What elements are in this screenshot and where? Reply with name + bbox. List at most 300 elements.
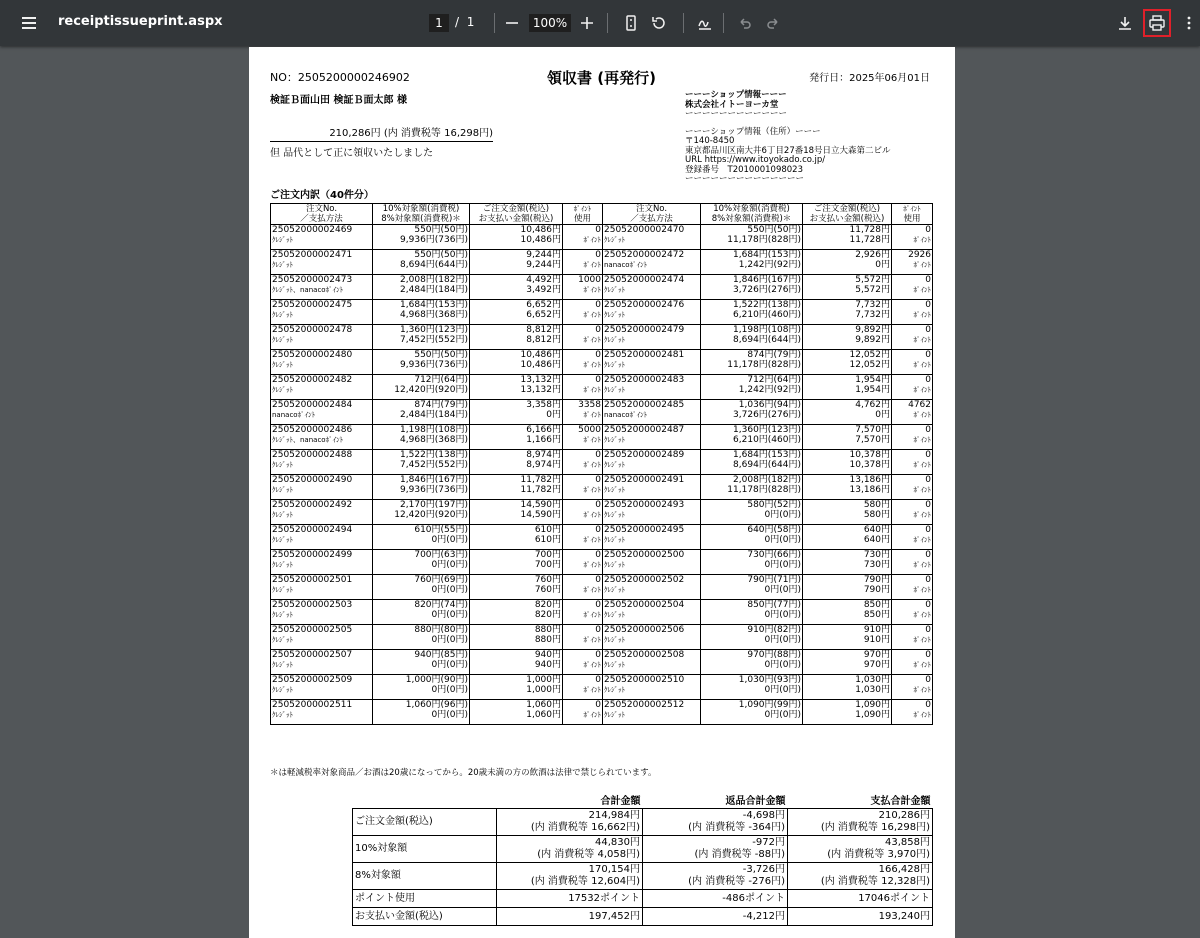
order-cell	[603, 475, 701, 500]
tax-8: 0円(0円)	[764, 510, 801, 520]
redo-icon[interactable]	[759, 9, 787, 37]
paid-amount: 1,090円	[855, 710, 890, 720]
customer-name: 検証Ｂ面山田 検証Ｂ面太郎 様	[270, 95, 407, 106]
payment-method: ｸﾚｼﾞｯﾄ	[604, 436, 625, 444]
paid-amount: 1,000円	[526, 685, 561, 695]
order-cell	[603, 650, 701, 675]
receipt-title: 領収書 (再発行)	[547, 69, 656, 87]
order-amount: 10,378円	[849, 450, 890, 460]
order-no: 25052000002484	[272, 400, 353, 410]
col-order-no: 注文No. ／支払方法	[603, 204, 701, 225]
order-no: 25052000002471	[272, 250, 353, 260]
order-cell	[271, 275, 373, 300]
tax-10: 1,198円(108円)	[733, 325, 801, 335]
order-amount: 4,762円	[855, 400, 890, 410]
summary-value	[643, 890, 788, 908]
order-cell	[563, 500, 603, 525]
payment-method: ｸﾚｼﾞｯﾄ	[272, 336, 293, 344]
paid-amount: 610円	[534, 535, 561, 545]
tax-8: 0円(0円)	[431, 585, 468, 595]
payment-method: ｸﾚｼﾞｯﾄ	[272, 686, 293, 694]
summary-amount: 43,858円	[885, 837, 930, 848]
paid-amount: 940円	[534, 660, 561, 670]
tax-8: 11,178円(828円)	[727, 235, 801, 245]
order-cell	[892, 275, 933, 300]
paid-amount: 7,570円	[855, 435, 890, 445]
tax-10: 850円(77円)	[747, 600, 801, 610]
order-cell	[701, 475, 803, 500]
toolbar-divider	[683, 13, 684, 33]
paid-amount: 6,652円	[526, 310, 561, 320]
points-used: 0	[595, 600, 601, 610]
payment-method: nanacoﾎﾟｲﾝﾄ	[604, 261, 648, 269]
order-cell	[470, 225, 563, 250]
payment-method: ｸﾚｼﾞｯﾄ	[272, 261, 293, 269]
order-no: 25052000002486	[272, 425, 353, 435]
points-unit: ﾎﾟｲﾝﾄ	[913, 511, 931, 519]
order-cell	[701, 325, 803, 350]
payment-method: ｸﾚｼﾞｯﾄ	[604, 536, 625, 544]
payment-method: ｸﾚｼﾞｯﾄ	[272, 711, 293, 719]
points-used: 0	[925, 450, 931, 460]
points-unit: ﾎﾟｲﾝﾄ	[583, 386, 601, 394]
shop-info-line: ーーーショップ情報ーーー	[685, 90, 787, 100]
tax-10: 730円(66円)	[747, 550, 801, 560]
order-cell	[470, 400, 563, 425]
points-unit: ﾎﾟｲﾝﾄ	[913, 336, 931, 344]
order-cell	[563, 400, 603, 425]
page-number-input[interactable]: 1	[429, 14, 449, 32]
receipt-amount: 210,286円 (内 消費税等 16,298円)	[270, 124, 493, 142]
order-cell	[892, 525, 933, 550]
payment-method: ｸﾚｼﾞｯﾄ	[604, 661, 625, 669]
order-no: 25052000002491	[604, 475, 685, 485]
order-no: 25052000002481	[604, 350, 685, 360]
order-amount: 4,492円	[526, 275, 561, 285]
points-unit: ﾎﾟｲﾝﾄ	[913, 286, 931, 294]
order-cell	[803, 375, 892, 400]
points-unit: ﾎﾟｲﾝﾄ	[583, 236, 601, 244]
summary-tax: (内 消費税等 -364円)	[688, 822, 785, 833]
summary-amount: -486ポイント	[722, 892, 785, 904]
order-cell	[563, 700, 603, 725]
order-amount: 730円	[863, 550, 890, 560]
paid-amount: 760円	[534, 585, 561, 595]
order-cell	[701, 650, 803, 675]
paid-amount: 9,892円	[855, 335, 890, 345]
paid-amount: 1,060円	[526, 710, 561, 720]
table-row	[271, 350, 933, 375]
order-cell	[373, 575, 470, 600]
order-amount: 6,166円	[526, 425, 561, 435]
order-amount: 760円	[534, 575, 561, 585]
payment-method: ｸﾚｼﾞｯﾄ	[272, 611, 293, 619]
order-cell	[271, 350, 373, 375]
summary-value	[643, 908, 788, 926]
shop-info-line: 〒140-8450	[685, 136, 735, 146]
points-unit: ﾎﾟｲﾝﾄ	[583, 311, 601, 319]
points-used: 0	[925, 475, 931, 485]
paid-amount: 1,954円	[855, 385, 890, 395]
issue-date: 発行日：2025年06月01日	[809, 73, 930, 84]
order-amount: 11,782円	[520, 475, 561, 485]
download-icon[interactable]	[1111, 9, 1139, 37]
tax-8: 7,452円(552円)	[400, 460, 468, 470]
payment-method: ｸﾚｼﾞｯﾄ	[604, 461, 625, 469]
order-cell	[803, 575, 892, 600]
payment-method: ｸﾚｼﾞｯﾄ	[604, 511, 625, 519]
zoom-input[interactable]: 100%	[529, 14, 571, 32]
tax-8: 0円(0円)	[431, 610, 468, 620]
tax-10: 580円(52円)	[747, 500, 801, 510]
table-row	[271, 475, 933, 500]
shop-info-line: ーーーーーーーーーーーー	[685, 109, 788, 119]
order-cell	[803, 300, 892, 325]
col-order-no: 注文No. ／支払方法	[271, 204, 373, 225]
order-no: 25052000002479	[604, 325, 685, 335]
plus-icon	[578, 14, 596, 32]
order-cell	[803, 500, 892, 525]
document-title: receiptissueprint.aspx	[58, 14, 223, 29]
order-no: 25052000002502	[604, 575, 685, 585]
tax-8: 8,694円(644円)	[733, 460, 801, 470]
order-cell	[892, 600, 933, 625]
zoom-in-button[interactable]	[573, 9, 601, 37]
summary-value	[497, 809, 643, 836]
points-used: 0	[595, 500, 601, 510]
summary-tax: (内 消費税等 12,604円)	[530, 876, 640, 887]
order-cell	[892, 350, 933, 375]
points-used: 0	[925, 325, 931, 335]
order-cell	[563, 325, 603, 350]
order-cell	[271, 675, 373, 700]
order-cell	[373, 500, 470, 525]
points-used: 0	[925, 550, 931, 560]
col-points: ﾎﾟｲﾝﾄ 使用	[563, 204, 603, 225]
order-cell	[701, 275, 803, 300]
points-used: 0	[925, 375, 931, 385]
order-cell	[603, 675, 701, 700]
tax-8: 0円(0円)	[764, 660, 801, 670]
order-amount: 3,358円	[526, 400, 561, 410]
points-unit: ﾎﾟｲﾝﾄ	[913, 711, 931, 719]
paid-amount: 700円	[534, 560, 561, 570]
paid-amount: 9,244円	[526, 260, 561, 270]
col-amount: ご注文金額(税込) お支払い金額(税込)	[803, 204, 892, 225]
receipt-number: NO：2505200000246902	[270, 71, 410, 84]
tax-10: 1,684円(153円)	[400, 300, 468, 310]
paid-amount: 11,782円	[520, 485, 561, 495]
order-cell	[563, 250, 603, 275]
order-cell	[470, 675, 563, 700]
summary-label: ご注文金額(税込)	[353, 809, 497, 836]
fit-page-icon[interactable]	[617, 9, 645, 37]
shop-info-line: ーーーーーーーーーーーーーー	[685, 174, 805, 184]
order-no: 25052000002503	[272, 600, 353, 610]
order-cell	[470, 425, 563, 450]
paid-amount: 13,132円	[520, 385, 561, 395]
order-amount: 8,812円	[526, 325, 561, 335]
order-cell	[803, 350, 892, 375]
order-cell	[701, 550, 803, 575]
tax-8: 12,420円(920円)	[394, 510, 468, 520]
undo-icon[interactable]	[731, 9, 759, 37]
order-cell	[892, 325, 933, 350]
table-row	[271, 550, 933, 575]
order-amount: 5,572円	[855, 275, 890, 285]
shop-info-line: 登録番号 T2010001098023	[685, 164, 803, 175]
order-amount: 1,000円	[526, 675, 561, 685]
tax-8: 9,936円(736円)	[400, 485, 468, 495]
points-used: 0	[595, 675, 601, 685]
toolbar-divider	[723, 13, 724, 33]
order-cell	[892, 500, 933, 525]
order-no: 25052000002480	[272, 350, 353, 360]
order-cell	[563, 525, 603, 550]
order-amount: 7,732円	[855, 300, 890, 310]
paid-amount: 5,572円	[855, 285, 890, 295]
order-cell	[701, 625, 803, 650]
order-amount: 9,892円	[855, 325, 890, 335]
payment-method: ｸﾚｼﾞｯﾄ	[604, 236, 625, 244]
order-cell	[470, 500, 563, 525]
tax-10: 610円(55円)	[414, 525, 468, 535]
tax-8: 4,968円(368円)	[400, 435, 468, 445]
tax-10: 2,008円(182円)	[400, 275, 468, 285]
points-used: 0	[595, 575, 601, 585]
order-amount: 11,728円	[849, 225, 890, 235]
summary-value	[788, 809, 933, 836]
summary-amount: 170,154円	[588, 864, 640, 875]
summary-amount: 193,240円	[878, 910, 930, 922]
points-used: 0	[925, 675, 931, 685]
order-cell	[271, 575, 373, 600]
table-row	[271, 275, 933, 300]
table-row	[271, 300, 933, 325]
tax-10: 1,522円(138円)	[400, 450, 468, 460]
order-cell	[892, 425, 933, 450]
points-unit: ﾎﾟｲﾝﾄ	[583, 286, 601, 294]
order-cell	[803, 325, 892, 350]
order-cell	[470, 650, 563, 675]
summary-value	[788, 863, 933, 890]
order-cell	[892, 225, 933, 250]
order-amount: 13,132円	[520, 375, 561, 385]
paid-amount: 0円	[875, 260, 890, 270]
summary-value	[788, 836, 933, 863]
order-no: 25052000002501	[272, 575, 353, 585]
order-amount: 700円	[534, 550, 561, 560]
points-unit: ﾎﾟｲﾝﾄ	[583, 261, 601, 269]
points-unit: ﾎﾟｲﾝﾄ	[583, 586, 601, 594]
paid-amount: 14,590円	[520, 510, 561, 520]
order-cell	[563, 475, 603, 500]
order-cell	[470, 525, 563, 550]
orders-heading: ご注文内訳（40件分）	[270, 190, 374, 201]
order-amount: 790円	[863, 575, 890, 585]
order-cell	[373, 425, 470, 450]
points-unit: ﾎﾟｲﾝﾄ	[913, 686, 931, 694]
summary-tax: (内 消費税等 12,328円)	[820, 876, 930, 887]
order-cell	[563, 675, 603, 700]
order-cell	[470, 325, 563, 350]
order-no: 25052000002478	[272, 325, 353, 335]
tax-8: 4,968円(368円)	[400, 310, 468, 320]
order-no: 25052000002490	[272, 475, 353, 485]
menu-icon[interactable]	[15, 9, 43, 37]
order-cell	[603, 625, 701, 650]
summary-label: 10%対象額	[353, 836, 497, 863]
tax-10: 874円(79円)	[747, 350, 801, 360]
summary-amount: -3,726円	[742, 864, 785, 875]
points-used: 2926	[908, 250, 931, 260]
points-unit: ﾎﾟｲﾝﾄ	[913, 461, 931, 469]
order-cell	[803, 450, 892, 475]
tax-8: 6,210円(460円)	[733, 435, 801, 445]
summary-value	[497, 836, 643, 863]
col-tax: 10%対象額(消費税) 8%対象額(消費税)＊	[701, 204, 803, 225]
points-used: 0	[595, 225, 601, 235]
order-no: 25052000002493	[604, 500, 685, 510]
order-cell	[603, 700, 701, 725]
order-amount: 940円	[534, 650, 561, 660]
paid-amount: 880円	[534, 635, 561, 645]
order-cell	[271, 650, 373, 675]
paid-amount: 12,052円	[849, 360, 890, 370]
tax-10: 640円(58円)	[747, 525, 801, 535]
summary-amount: 214,984円	[588, 810, 640, 821]
order-amount: 1,090円	[855, 700, 890, 710]
order-cell	[803, 275, 892, 300]
order-cell	[603, 600, 701, 625]
order-cell	[373, 675, 470, 700]
payment-method: ｸﾚｼﾞｯﾄ	[604, 636, 625, 644]
points-used: 0	[595, 250, 601, 260]
paid-amount: 7,732円	[855, 310, 890, 320]
shop-info-line: URL https://www.itoyokado.co.jp/	[685, 155, 826, 165]
order-cell	[892, 250, 933, 275]
order-cell	[803, 225, 892, 250]
tax-8: 0円(0円)	[764, 610, 801, 620]
points-used: 0	[595, 550, 601, 560]
order-no: 25052000002508	[604, 650, 685, 660]
order-cell	[701, 600, 803, 625]
order-amount: 850円	[863, 600, 890, 610]
pdf-toolbar	[0, 0, 1200, 46]
points-used: 0	[595, 300, 601, 310]
order-cell	[373, 250, 470, 275]
points-unit: ﾎﾟｲﾝﾄ	[583, 661, 601, 669]
order-cell	[701, 425, 803, 450]
tax-10: 820円(74円)	[414, 600, 468, 610]
tax-8: 0円(0円)	[764, 635, 801, 645]
order-cell	[803, 475, 892, 500]
print-button-highlight	[1143, 9, 1171, 37]
tax-8: 2,484円(184円)	[400, 285, 468, 295]
order-amount: 12,052円	[849, 350, 890, 360]
order-cell	[373, 525, 470, 550]
tax-8: 0円(0円)	[764, 685, 801, 695]
order-cell	[892, 550, 933, 575]
points-unit: ﾎﾟｲﾝﾄ	[913, 561, 931, 569]
order-cell	[271, 550, 373, 575]
points-unit: ﾎﾟｲﾝﾄ	[583, 636, 601, 644]
tax-10: 910円(82円)	[747, 625, 801, 635]
points-used: 0	[595, 350, 601, 360]
rotate-icon[interactable]	[645, 9, 673, 37]
order-cell	[271, 300, 373, 325]
order-no: 25052000002475	[272, 300, 353, 310]
order-no: 25052000002495	[604, 525, 685, 535]
tax-8: 0円(0円)	[431, 635, 468, 645]
summary-value	[643, 836, 788, 863]
points-unit: ﾎﾟｲﾝﾄ	[913, 636, 931, 644]
payment-method: ｸﾚｼﾞｯﾄ	[604, 711, 625, 719]
tax-8: 0円(0円)	[431, 560, 468, 570]
order-cell	[373, 450, 470, 475]
tax-10: 1,360円(123円)	[733, 425, 801, 435]
order-cell	[603, 250, 701, 275]
tax-10: 1,846円(167円)	[400, 475, 468, 485]
order-cell	[701, 250, 803, 275]
more-icon[interactable]	[1175, 9, 1200, 37]
summary-label: ポイント使用	[353, 890, 497, 908]
paid-amount: 640円	[863, 535, 890, 545]
payment-method: ｸﾚｼﾞｯﾄ	[272, 561, 293, 569]
order-cell	[701, 500, 803, 525]
summary-value	[643, 809, 788, 836]
order-cell	[603, 500, 701, 525]
proviso-text: 但 品代として正に領収いたしました	[270, 148, 434, 159]
tax-8: 0円(0円)	[764, 710, 801, 720]
order-cell	[803, 600, 892, 625]
annotate-icon[interactable]	[691, 9, 719, 37]
order-no: 25052000002473	[272, 275, 353, 285]
points-used: 0	[925, 225, 931, 235]
order-cell	[470, 575, 563, 600]
summary-value	[788, 908, 933, 926]
points-used: 4762	[908, 400, 931, 410]
points-unit: ﾎﾟｲﾝﾄ	[583, 511, 601, 519]
summary-tax: (内 消費税等 -276円)	[688, 876, 785, 887]
order-cell	[701, 350, 803, 375]
table-row	[271, 575, 933, 600]
payment-method: ｸﾚｼﾞｯﾄ	[604, 586, 625, 594]
order-amount: 7,570円	[855, 425, 890, 435]
order-cell	[563, 375, 603, 400]
payment-method: nanacoﾎﾟｲﾝﾄ	[272, 411, 316, 419]
order-no: 25052000002476	[604, 300, 685, 310]
table-row	[271, 325, 933, 350]
payment-method: ｸﾚｼﾞｯﾄ	[272, 661, 293, 669]
summary-row	[353, 809, 933, 836]
zoom-out-button[interactable]	[498, 9, 526, 37]
order-amount: 1,954円	[855, 375, 890, 385]
tax-10: 940円(85円)	[414, 650, 468, 660]
order-cell	[892, 375, 933, 400]
payment-method: ｸﾚｼﾞｯﾄ	[272, 386, 293, 394]
points-used: 0	[595, 325, 601, 335]
paid-amount: 10,486円	[520, 360, 561, 370]
order-cell	[470, 275, 563, 300]
order-amount: 1,030円	[855, 675, 890, 685]
points-unit: ﾎﾟｲﾝﾄ	[583, 361, 601, 369]
table-row	[271, 425, 933, 450]
tax-10: 1,684円(153円)	[733, 450, 801, 460]
summary-label: お支払い金額(税込)	[353, 908, 497, 926]
order-no: 25052000002500	[604, 550, 685, 560]
tax-10: 880円(80円)	[414, 625, 468, 635]
